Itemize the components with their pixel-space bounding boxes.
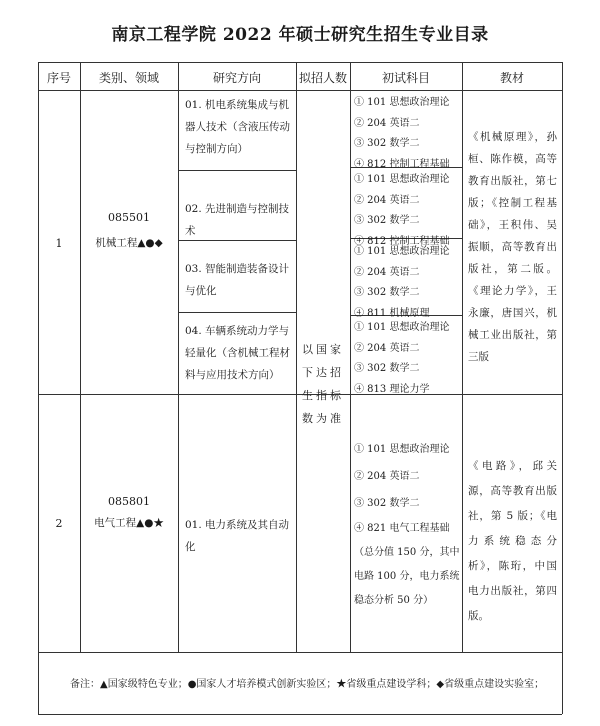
page-title: 南京工程学院 2022 年硕士研究生招生专业目录 <box>111 25 489 45</box>
exam-subject: ④ 812 控制工程基础 <box>354 235 450 247</box>
research-direction: 01. 机电系统集成与机器人技术（含液压传动与控制方向） <box>185 99 290 155</box>
table-line <box>350 62 351 652</box>
row-number: 2 <box>55 517 63 530</box>
exam-subject: ② 204 英语二 <box>354 117 420 129</box>
exam-subject: ④ 812 控制工程基础 <box>354 158 450 170</box>
enrollment-number: 以国家下达招生指标数为准 <box>302 343 344 425</box>
research-direction: 01. 电力系统及其自动化 <box>185 519 290 553</box>
table-line <box>178 62 179 652</box>
table-line <box>296 62 297 652</box>
exam-subject: ② 204 英语二 <box>354 342 420 354</box>
exam-subject: ② 204 英语二 <box>354 194 420 206</box>
program-field: 电气工程▲●★ <box>94 517 164 529</box>
program-code: 085501 <box>108 211 150 224</box>
exam-subject: ② 204 英语二 <box>354 266 420 278</box>
exam-subject: ① 101 思想政治理论 <box>354 246 450 257</box>
header-category: 类别、领域 <box>98 71 159 85</box>
exam-subject: ④ 811 机械原理 <box>354 307 430 319</box>
table-line <box>178 170 296 171</box>
exam-subject: ③ 302 数学二 <box>354 363 420 374</box>
table-line <box>38 62 562 63</box>
exam-subject: ④ 813 理论力学 <box>354 383 430 395</box>
textbook-list: 《电路》，邱关源，高等教育出版社，第 5 版；《电力系统稳态分析》，陈珩，中国电力出版社，第四版。 <box>468 460 557 622</box>
program-code: 085801 <box>108 495 150 508</box>
exam-subject: ③ 302 数学二 <box>354 498 420 509</box>
footnote: 备注：▲国家级特色专业；●国家人才培养模式创新实验区；★省级重点建设学科；◆省级重点建设实验室； <box>70 679 545 690</box>
research-direction: 04. 车辆系统动力学与轻量化（含机械工程材料与应用技术方向） <box>185 325 290 381</box>
exam-subject: ③ 302 数学二 <box>354 287 420 298</box>
table-line <box>462 62 463 652</box>
program-field: 机械工程▲●◆ <box>95 237 163 249</box>
header-direction: 研究方向 <box>212 71 261 85</box>
table-line <box>38 62 39 714</box>
table-line <box>80 62 81 652</box>
table-line <box>38 714 562 715</box>
table-line <box>562 62 563 714</box>
research-direction: 03. 智能制造装备设计与优化 <box>185 263 290 297</box>
exam-subject: ① 101 思想政治理论 <box>354 322 450 333</box>
exam-subjects <box>354 170 460 252</box>
row-number: 1 <box>55 237 63 250</box>
exam-subject: ① 101 思想政治理论 <box>354 174 450 185</box>
header-no: 序号 <box>46 71 71 85</box>
exam-subject: ③ 302 数学二 <box>354 138 420 149</box>
header-textbook: 教材 <box>499 71 524 85</box>
exam-subjects <box>354 436 460 613</box>
table-line <box>178 312 296 313</box>
header-exam: 初试科目 <box>381 71 430 85</box>
research-direction: 02. 先进制造与控制技术 <box>185 203 290 237</box>
exam-subject: ③ 302 数学二 <box>354 215 420 226</box>
table-line <box>38 652 562 653</box>
textbook-list: 《机械原理》，孙桓、陈作模，高等教育出版社，第七版；《控制工程基础》，王积伟、吴振顺，高等教育出版社，第二版。《理论力学》，王永廉，唐国兴，机械工业出版社，第三版 <box>468 131 557 363</box>
table-line <box>38 90 562 91</box>
header-enroll: 拟招人数 <box>298 71 347 85</box>
exam-subjects <box>354 318 460 400</box>
exam-subject: ② 204 英语二 <box>354 471 420 482</box>
exam-subject: ① 101 思想政治理论 <box>354 444 450 455</box>
exam-subject: ① 101 思想政治理论 <box>354 97 450 108</box>
exam-subjects <box>354 242 460 324</box>
exam-subject: ④ 821 电气工程基础（总分值 150 分，其中电路 100 分，电力系统稳态分析 50 分） <box>354 523 460 606</box>
exam-subjects <box>354 93 460 175</box>
